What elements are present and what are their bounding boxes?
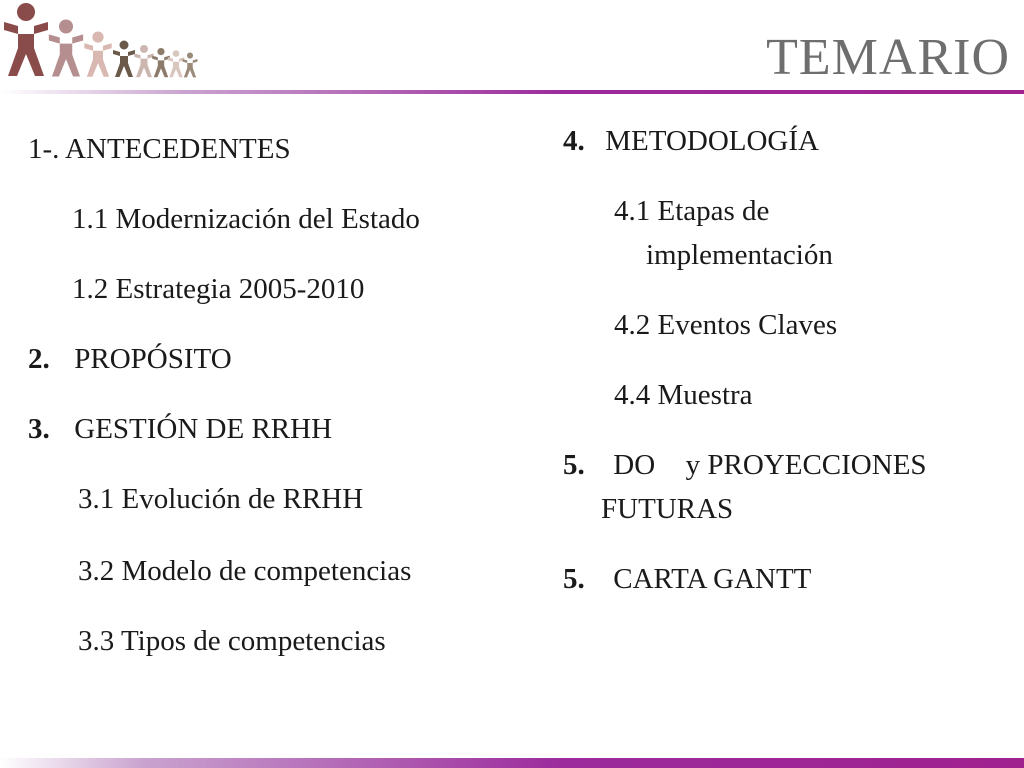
item-do-number: 5. — [563, 449, 585, 481]
people-holding-hands-icon — [0, 0, 200, 84]
item-gantt-number: 5. — [563, 563, 585, 595]
item-tipos: 3.3 Tipos de competencias — [78, 625, 386, 657]
item-estrategia: 1.2 Estrategia 2005-2010 — [72, 273, 365, 305]
item-muestra: 4.4 Muestra — [614, 379, 753, 411]
item-futuras: FUTURAS — [601, 493, 734, 525]
item-proposito — [28, 342, 232, 376]
item-modelo: 3.2 Modelo de competencias — [78, 555, 412, 587]
item-proyecciones-label: y PROYECCIONES — [685, 449, 927, 481]
item-gestion-label: GESTIÓN DE RRHH — [74, 413, 333, 445]
item-gestion-number: 3. — [28, 413, 50, 445]
item-carta-gantt — [563, 562, 811, 596]
item-proposito-label: PROPÓSITO — [74, 343, 232, 375]
slide-title: TEMARIO — [766, 29, 1010, 86]
item-proposito-number: 2. — [28, 343, 50, 375]
item-gestion — [28, 412, 332, 446]
item-etapas-line1: 4.1 Etapas de — [614, 195, 770, 227]
item-evolucion: 3.1 Evolución de RRHH — [78, 483, 364, 515]
item-eventos: 4.2 Eventos Claves — [614, 309, 838, 341]
item-antecedentes: 1-. ANTECEDENTES — [28, 133, 291, 165]
item-metodologia-label: METODOLOGÍA — [605, 125, 819, 157]
item-do-label: DO — [613, 449, 656, 481]
item-metodologia — [563, 124, 819, 158]
item-etapas-line2: implementación — [646, 239, 833, 271]
item-metodologia-number: 4. — [563, 125, 585, 157]
item-do-proyecciones — [563, 448, 927, 482]
item-gantt-label: CARTA GANTT — [613, 563, 812, 595]
item-modernizacion: 1.1 Modernización del Estado — [72, 203, 420, 235]
top-divider — [0, 90, 1024, 94]
bottom-divider — [0, 758, 1024, 768]
